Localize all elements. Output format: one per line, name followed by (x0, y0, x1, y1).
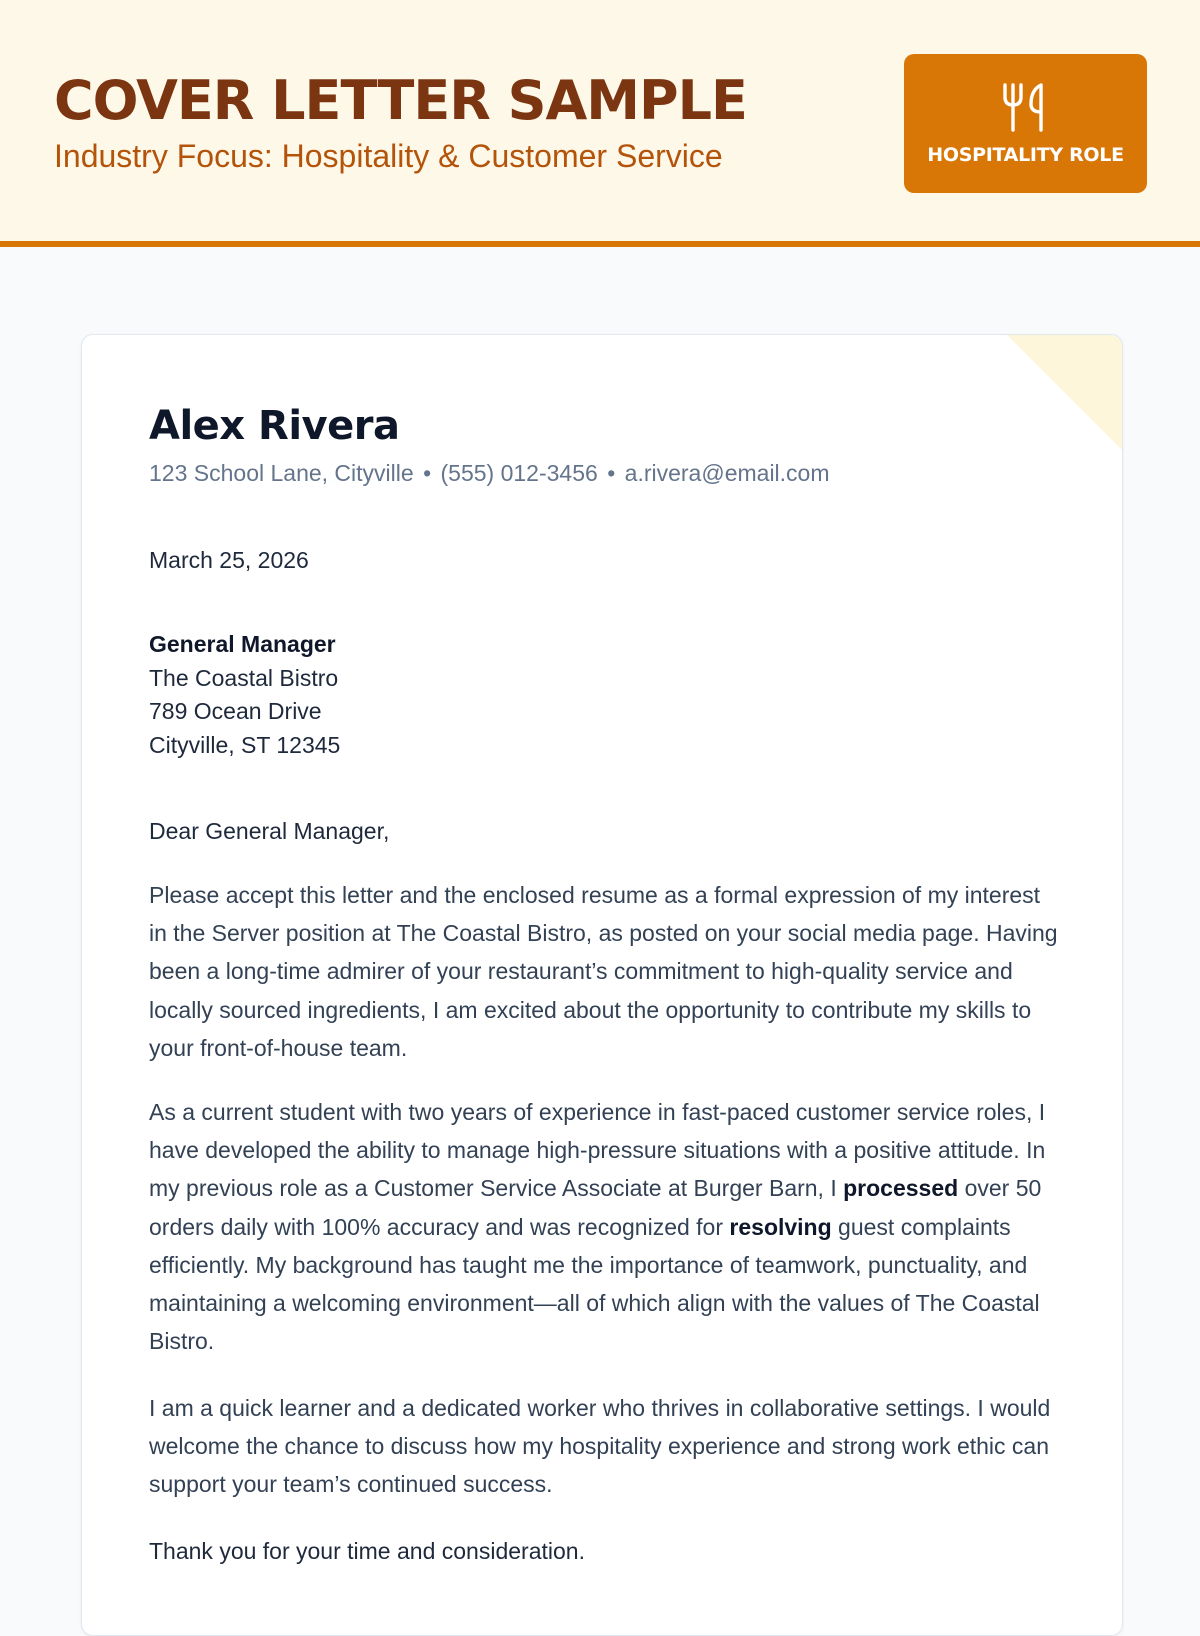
corner-fold-decoration (1007, 335, 1122, 450)
sender-phone: (555) 012-3456 (440, 460, 598, 486)
sender-email: a.rivera@email.com (624, 460, 830, 486)
hospitality-role-badge (904, 54, 1147, 193)
header-banner (0, 0, 1200, 247)
page-subtitle: Industry Focus: Hospitality & Customer Service (54, 138, 723, 174)
letter-date: March 25, 2026 (149, 547, 309, 573)
body-paragraph-1: Please accept this letter and the enclosed resume as a formal expression of my interest in the Server position at The Coastal Bistro, as posted on your social media page. Having been a long-time admirer of your restaurant’s commitment to high-quality service and locally sourced ingredients, I am excited about the opportunity to contribute my skills to your front-of-house team. (149, 882, 1058, 1061)
body-paragraph-2 (149, 1093, 1059, 1360)
page-title: COVER LETTER SAMPLE (54, 69, 747, 132)
contact-separator: • (607, 460, 616, 486)
emphasis-resolving: resolving (729, 1213, 832, 1240)
sender-contact (149, 457, 830, 489)
paragraph-2-text: guest complaints efficiently. My background has taught me the importance of teamwork, punctuality, and maintaining a welcoming environment—all of which align with the values of The Coastal Bistro. (149, 1213, 1040, 1355)
contact-separator: • (423, 460, 432, 486)
sender-address: 123 School Lane, Cityville (149, 460, 414, 486)
recipient-block (149, 628, 340, 762)
emphasis-processed: processed (843, 1175, 959, 1202)
sender-name: Alex Rivera (149, 403, 400, 449)
letter-card (81, 334, 1123, 1636)
badge-label: HOSPITALITY ROLE (927, 144, 1124, 166)
recipient-title: General Manager (149, 631, 336, 657)
recipient-street: 789 Ocean Drive (149, 698, 322, 724)
body-paragraph-3: I am a quick learner and a dedicated worker who thrives in collaborative settings. I would welcome the chance to discuss how my hospitality experience and strong work ethic can support your team’s continued success. (149, 1395, 1051, 1498)
paragraph-2-text: As a current student with two years of experience in fast-paced customer service roles, I have developed the ability to manage high-pressure situations with a positive attitude. In my previous role as a Customer Service Associate at Burger Barn, I (149, 1099, 1046, 1202)
recipient-city: Cityville, ST 12345 (149, 731, 341, 758)
recipient-company: The Coastal Bistro (149, 664, 339, 691)
salutation: Dear General Manager, (149, 818, 390, 844)
closing-line: Thank you for your time and consideration. (149, 1538, 585, 1564)
paragraph-2-text: over 50 orders daily with 100% accuracy and was recognized for (149, 1175, 1042, 1240)
fork-knife-icon (999, 80, 1053, 134)
